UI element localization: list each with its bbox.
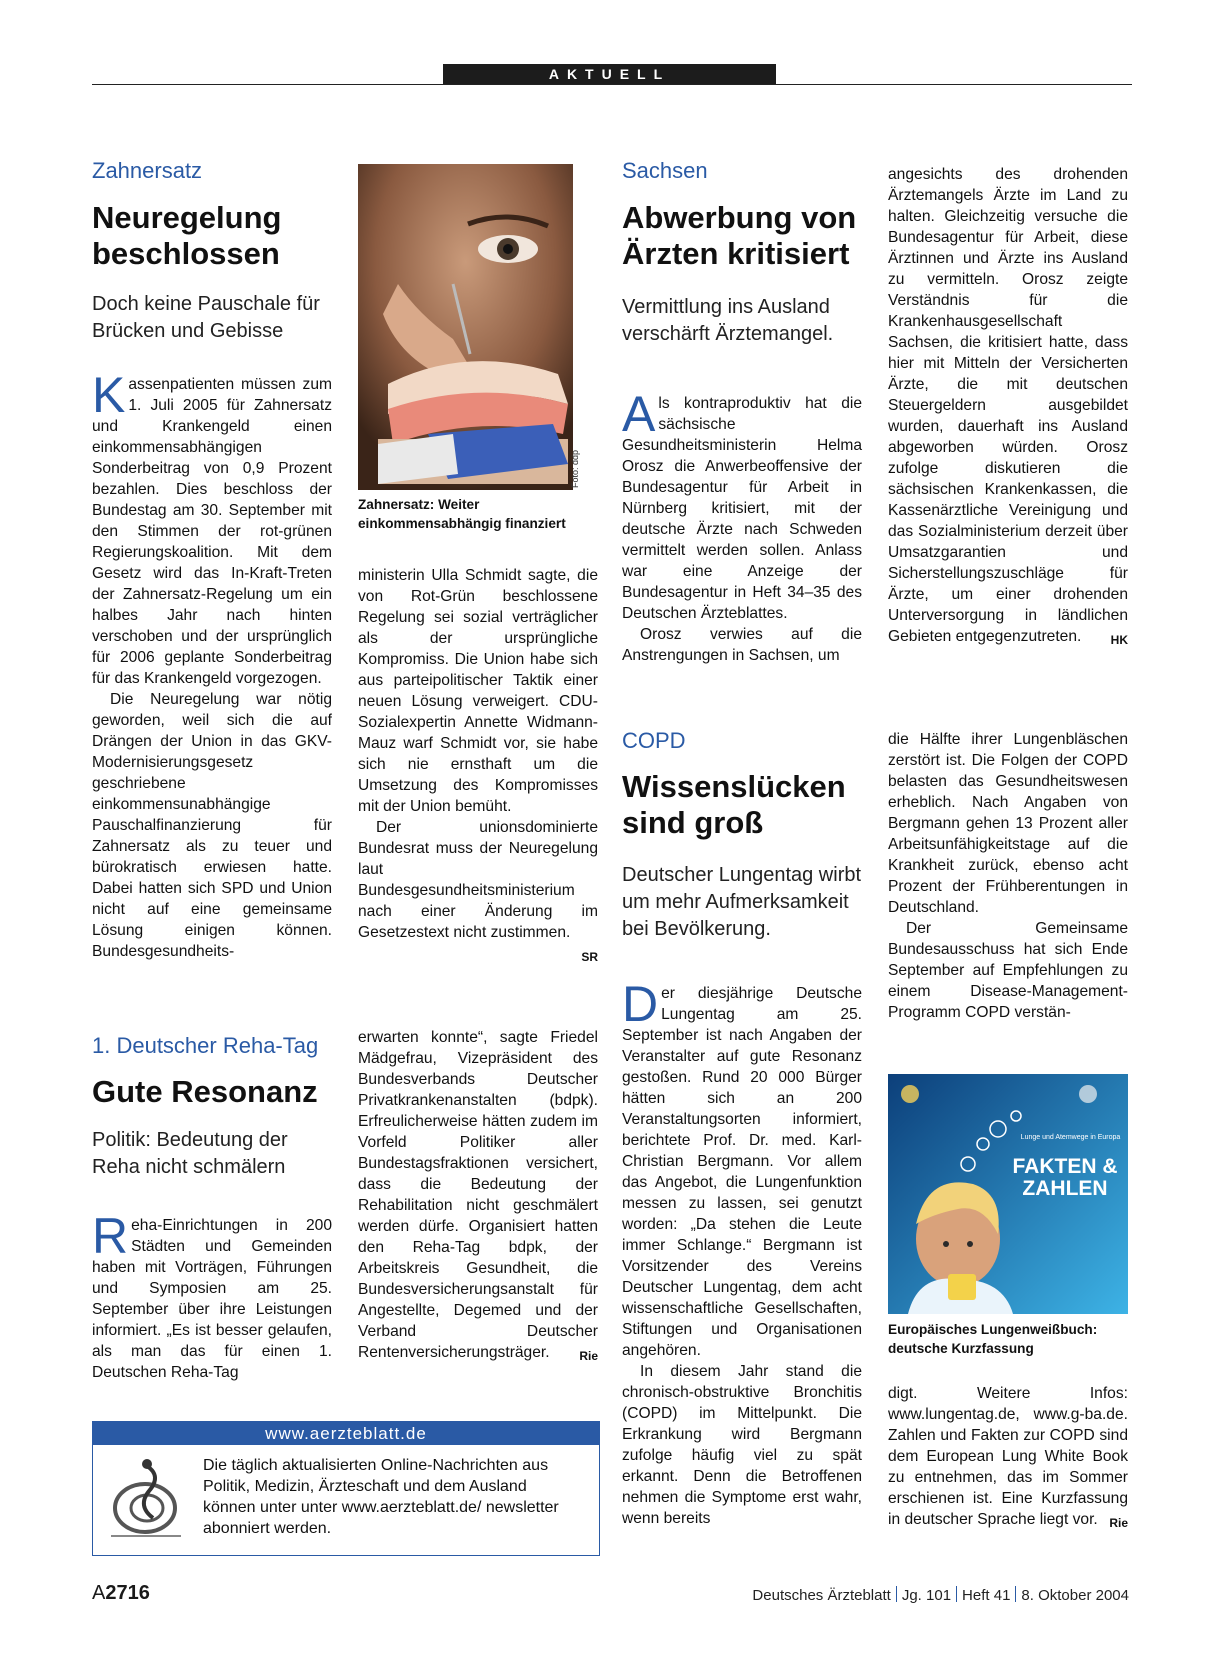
footer-separator [1015, 1586, 1016, 1602]
lung-whitebook-caption: Europäisches Lungenweißbuch: deutsche Kurzfassung [888, 1322, 1098, 1356]
section-header: AKTUELL [443, 64, 776, 85]
photo-credit: Foto: ddp [570, 449, 580, 488]
article4-dropcap: D [622, 976, 659, 1032]
footer-citation [752, 1586, 1129, 1604]
article3-paragraph-text: erwarten konnte“, sagte Friedel Mädgefrau, Vizepräsident des Bundesverbands Deutscher Privatkrankenanstalten (bdpk). Erfreulicherweise hätten zudem im Vorfeld Politiker aller Bundestagsfraktionen versichert, dass die Bedeutung der Rehabilitation nicht geschmälert werden dürfe. Organisiert hatten den Reha-Tag bdpk, der Arbeitskreis Gesundheit, die Bundesversicherungsanstalt für Angestellte, Degemed und der Verband Deutscher Rentenversicherungsträger. [358, 1029, 598, 1361]
article4-paragraph-text: digt. Weitere Infos: www.lungentag.de, www.g-ba.de. Zahlen und Fakten zur COPD sind dem European Lung White Book zu entnehmen, das im Sommer erschienen ist. Eine Kurzfassung in deutscher Sprache liegt vor. [888, 1385, 1128, 1528]
article4-headline: Wissenslücken sind groß [622, 769, 846, 840]
dental-photo-graphic [358, 164, 573, 490]
article3-column1 [92, 1208, 332, 1383]
article1-paragraph: Die Neuregelung war nötig geworden, weil sich die auf Drängen der Union in das GKV-Modernisierungsgesetz geschriebene einkommensunabhängige Pauschalfinanzierung für Zahnersatz als zu teuer und bürokratisch erwiesen hatte. Dabei hatten sich SPD und Union nicht auf eine gemeinsame Lösung einigen können. Bundesgesundheits- [92, 691, 332, 960]
article4-column2 [888, 729, 1128, 1023]
page-prefix: A [92, 1582, 106, 1604]
dental-photo-caption: Zahnersatz: Weiter einkommensabhängig finanziert [358, 497, 566, 531]
article1-signature: SR [581, 950, 598, 964]
article4-column1 [622, 976, 862, 1529]
article1-paragraph: ministerin Ulla Schmidt sagte, die von Rot-Grün beschlossene Regelung sei sozial verträglicher als der ursprüngliche Kompromiss. Die Union habe sich aus parteipolitischer Taktik einer neuen Lösung verweigert. CDU-Sozialexpertin Annette Widmann-Mauz warf Schmidt vor, sie habe sich nie ernsthaft um die Umsetzung des Kompromisses mit der Union bemüht. [358, 567, 598, 815]
article3-signature: Rie [579, 1349, 598, 1363]
article1-paragraph-text: Der unionsdominierte Bundesrat muss der Neuregelung laut Bundesgesundheitsministerium nach einer Änderung im Gesetzestext nicht zustimmen. [358, 819, 598, 941]
article2-paragraph-text: angesichts des drohenden Ärztemangels Ärzte im Land zu halten. Gleichzeitig versuche die Bundesagentur für Arbeit, diese Ärztinnen und Ärzte ins Ausland zu vermitteln. Orosz zeigte Verständnis für die Krankenhausgesellschaft Sachsen, die kritisiert hatte, dass hier mit Mitteln der Versicherten Ärzte, die mit deutschen Steuergeldern ausgebildet wurden, dauerhaft ins Ausland abgeworben würden. Orosz zufolge diskutieren die sächsischen Krankenkassen, die Kassenärztliche Vereinigung und das Sozialministerium derzeit über Umsatzgarantien und Sicherstellungszuschläge für Ärzte, um einer drohenden Unterversorgung in ländlichen Gebieten entgegenzutreten. [888, 166, 1128, 645]
journal-name: Deutsches Ärzteblatt [752, 1587, 891, 1604]
journal-issue: Heft 41 [962, 1587, 1011, 1604]
article3-subhead: Politik: Bedeutung der Reha nicht schmälern [92, 1129, 288, 1178]
infobox-title-link[interactable]: www.aerzteblatt.de [93, 1422, 599, 1445]
article2-paragraph: ls kontraproduktiv hat die sächsische Gesundheitsministerin Helma Orosz die Anwerbeoffensive der Bundesagentur für Arbeit in Nürnberg kritisiert, mit der deutsche Ärzte nach Schweden vermittelt werden sollen. Anlass war eine Anzeige der Bundesagentur in Heft 34–35 des Deutschen Ärzteblattes. [622, 395, 862, 622]
article1-subhead: Doch keine Pauschale für Brücken und Gebisse [92, 293, 320, 342]
footer-separator [956, 1586, 957, 1602]
lung-whitebook-cover [888, 1074, 1128, 1314]
article2-column2 [888, 164, 1128, 651]
dental-photo [358, 164, 573, 490]
article4-signature: Rie [1109, 1516, 1128, 1530]
article1-column2 [358, 565, 598, 968]
journal-volume: Jg. 101 [901, 1587, 952, 1604]
article4-paragraph: er diesjährige Deutsche Lungentag am 25. September ist nach Angaben der Veranstalter auf gute Resonanz gestoßen. Rund 20 000 Bürger hätten sich an 200 Veranstaltungsorten informiert, berichtete Prof. Dr. med. Karl-Christian Bergmann. Vor allem das Angebot, die Lungenfunktion messen zu lassen, sei genutzt worden: „Da stehen die Leute immer Schlange.“ Bergmann ist Vorsitzender des Vereins Deutscher Lungentag, dem acht wissenschaftliche Gesellschaften, Stiftungen und Organisationen angehören. [622, 985, 862, 1359]
article3-column2 [358, 1027, 598, 1367]
article1-paragraph [358, 817, 598, 964]
article2-column1 [622, 386, 862, 666]
article4-paragraph [888, 1383, 1128, 1530]
article2-subhead: Vermittlung ins Ausland verschärft Ärztemangel. [622, 296, 834, 345]
page-number-value: 2716 [105, 1582, 150, 1604]
article4-kicker: COPD [622, 728, 686, 753]
article2-paragraph: Orosz verwies auf die Anstrengungen in Sachsen, um [622, 626, 862, 664]
article3-kicker: 1. Deutscher Reha-Tag [92, 1033, 319, 1058]
article2-paragraph [888, 164, 1128, 647]
article4-paragraph: die Hälfte ihrer Lungenbläschen zerstört ist. Die Folgen der COPD belasten das Gesundheitswesen erheblich. Nach Angaben von Bergmann gehen 13 Prozent aller Arbeitsunfähigkeitstage auf die Krankheit zurück, ebenso acht Prozent der Frühberentungen in Deutschland. [888, 731, 1128, 916]
article2-kicker: Sachsen [622, 158, 708, 183]
article3-paragraph: eha-Einrichtungen in 200 Städten und Gemeinden haben mit Vorträgen, Führungen und Symposien am 25. September über ihre Leistungen informiert. „Es ist besser gelaufen, als man das für einen 1. Deutschen Reha-Tag [92, 1217, 332, 1381]
journal-date: 8. Oktober 2004 [1021, 1587, 1129, 1604]
article2-signature: HK [1110, 633, 1128, 647]
header-rule [92, 84, 1132, 85]
cover-small-title: Lunge und Atemwege in Europa [1020, 1134, 1121, 1141]
article1-column1 [92, 367, 332, 962]
article1-headline: Neuregelung beschlossen [92, 200, 282, 271]
article3-headline: Gute Resonanz [92, 1074, 318, 1109]
infobox-text: Die täglich aktualisierten Online-Nachrichten aus Politik, Medizin, Ärzteschaft und dem Ausland können unter unter www.aerzteblatt.de/ newsletter abonniert werden. [203, 1457, 559, 1537]
page-number [92, 1582, 150, 1605]
article4-subhead: Deutscher Lungentag wirbt um mehr Aufmerksamkeit bei Bevölkerung. [622, 864, 862, 940]
cover-title: FAKTEN & ZAHLEN [1012, 1155, 1118, 1200]
article1-paragraph: assenpatienten müssen zum 1. Juli 2005 für Zahnersatz und Krankengeld einen einkommensabhängigen Sonderbeitrag von 0,9 Prozent bezahlen. Dies beschloss der Bundestag am 30. September mit den Stimmen der rot-grünen Regierungskoalition. Mit dem Gesetz wird das In-Kraft-Treten der Zahnersatz-Regelung um ein halbes Jahr nach hinten verschoben und der ursprünglich für 2006 geplante Sonderbeitrag für das Krankengeld vorgezogen. [92, 376, 332, 687]
article1-kicker: Zahnersatz [92, 158, 203, 183]
article3-dropcap: R [92, 1208, 129, 1264]
article4-column3 [888, 1383, 1128, 1534]
newsletter-infobox [92, 1421, 600, 1556]
article2-dropcap: A [622, 386, 656, 442]
footer-separator [896, 1586, 897, 1602]
article1-dropcap: K [92, 367, 126, 423]
article4-paragraph: In diesem Jahr stand die chronisch-obstruktive Bronchitis (COPD) im Mittelpunkt. Die Erkrankung wird Bergmann zufolge häufig viel zu spät erkannt. Denn die Betroffenen nehmen die Symptome erst wahr, wenn bereits [622, 1363, 862, 1527]
at-sign-logo-icon [107, 1456, 189, 1544]
article2-headline: Abwerbung von Ärzten kritisiert [622, 200, 857, 271]
article3-paragraph [358, 1027, 598, 1363]
article4-paragraph: Der Gemeinsame Bundesausschuss hat sich Ende September auf Empfehlungen zu einem Disease-Management-Programm COPD verstän- [888, 920, 1128, 1021]
